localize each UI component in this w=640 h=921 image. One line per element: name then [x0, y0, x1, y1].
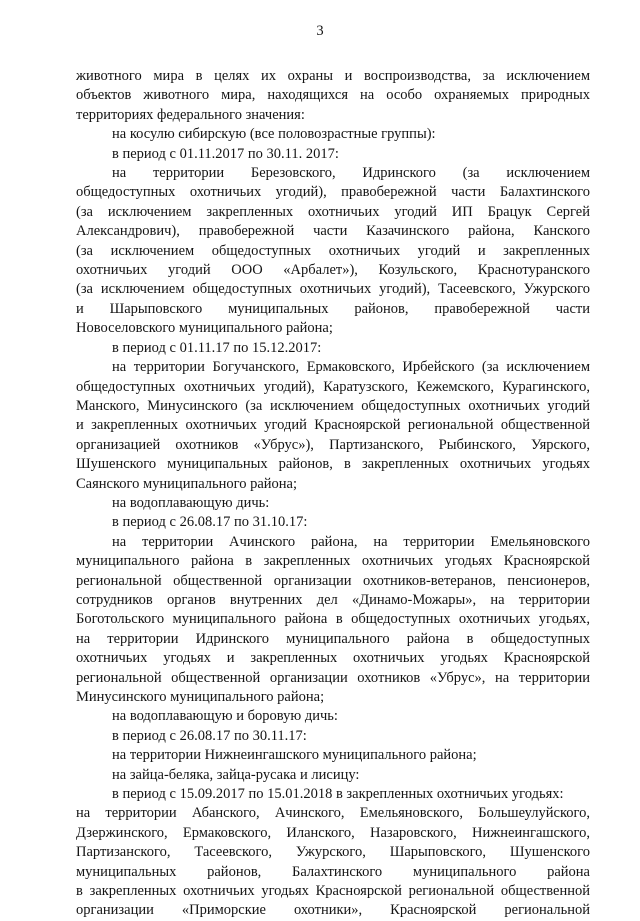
- text-line: в период с 15.09.2017 по 15.01.2018 в закрепленных охотничьих угодьях:: [112, 786, 564, 803]
- text-line: на территории Березовского, Идринского (за исключением: [112, 165, 590, 182]
- text-line: Новоселовского муниципального района;: [76, 320, 333, 337]
- text-line: на территории Нижнеингашского муниципального района;: [112, 747, 477, 764]
- text-line: в закрепленных охотничьих угодьях Красноярской региональной общественной: [76, 883, 590, 900]
- text-line: Шушенского муниципальных районов, в закрепленных охотничьих угодьях: [76, 456, 590, 473]
- text-line: в период с 26.08.17 по 30.11.17:: [112, 727, 307, 744]
- text-line: объектов животного мира, находящихся на особо охраняемых природных: [76, 87, 590, 104]
- text-line: организации «Приморские охотники», Красноярской региональной: [76, 902, 590, 919]
- text-line: Дзержинского, Ермаковского, Иланского, Назаровского, Нижнеингашского,: [76, 824, 590, 841]
- text-line: организацией охотников «Убрус»), Партизанского, Рыбинского, Уярского,: [76, 436, 590, 453]
- text-line: Манского, Минусинского (за исключением общедоступных охотничьих угодий: [76, 397, 590, 414]
- text-line: Саянского муниципального района;: [76, 475, 298, 492]
- text-line: сотрудников органов внутренних дел «Динамо-Можары», на территории: [76, 591, 590, 608]
- text-line: на территории Богучанского, Ермаковского, Ирбейского (за исключением: [112, 359, 590, 376]
- text-line: на зайца-беляка, зайца-русака и лисицу:: [112, 766, 360, 783]
- page-number: 3: [316, 23, 324, 39]
- text-line: муниципального района в закрепленных охотничьих угодьях Красноярской: [76, 553, 590, 570]
- text-line: (за исключением общедоступных охотничьих угодий), Тасеевского, Ужурского: [76, 281, 590, 298]
- text-line: животного мира в целях их охраны и воспроизводства, за исключением: [76, 68, 590, 84]
- document-body: [76, 67, 590, 921]
- text-line: общедоступных охотничьих угодий), правобережной части Балахтинского: [76, 184, 590, 201]
- text-line: региональной общественной организации охотников «Убрус», на территории: [76, 669, 590, 686]
- text-line: в период с 01.11.2017 по 30.11. 2017:: [112, 145, 339, 162]
- text-line: Александрович), правобережной части Казачинского района, Канского: [76, 223, 590, 240]
- text-line: на территории Идринского муниципального района в общедоступных: [76, 630, 590, 647]
- text-line: Боготольского муниципального района в общедоступных охотничьих угодьях,: [76, 611, 590, 628]
- text-line: Минусинского муниципального района;: [76, 689, 325, 705]
- text-line: на территории Абанского, Ачинского, Емельяновского, Большеулуйского,: [76, 805, 590, 822]
- text-line: общедоступных охотничьих угодий), Каратузского, Кежемского, Курагинского,: [76, 378, 590, 395]
- text-line: и закрепленных охотничьих угодий Красноярской региональной общественной: [76, 417, 590, 434]
- text-line: на косулю сибирскую (все половозрастные группы):: [112, 126, 436, 143]
- text-line: и Шарыповского муниципальных районов, правобережной части: [76, 300, 590, 317]
- text-line: (за исключением закрепленных охотничьих угодий ИП Брацук Сергей: [76, 203, 590, 220]
- text-line: территориях федерального значения:: [76, 106, 305, 123]
- text-line: в период с 26.08.17 по 31.10.17:: [112, 514, 308, 531]
- text-line: на водоплавающую и боровую дичь:: [112, 708, 338, 725]
- text-line: (за исключением общедоступных охотничьих угодий и закрепленных: [76, 242, 590, 259]
- text-line: региональной общественной организации охотников-ветеранов, пенсионеров,: [76, 572, 590, 589]
- text-line: охотничьих угодий ООО «Арбалет»), Козульского, Краснотуранского: [76, 262, 590, 279]
- text-line: на территории Ачинского района, на территории Емельяновского: [112, 533, 590, 550]
- text-line: на водоплавающую дичь:: [112, 494, 270, 511]
- text-line: муниципальных районов, Балахтинского муниципального района: [76, 863, 590, 880]
- text-line: Партизанского, Тасеевского, Ужурского, Шарыповского, Шушенского: [76, 844, 590, 861]
- text-line: охотничьих угодьях и закрепленных охотничьих угодьях Красноярской: [76, 650, 590, 667]
- text-line: в период с 01.11.17 по 15.12.2017:: [112, 339, 322, 356]
